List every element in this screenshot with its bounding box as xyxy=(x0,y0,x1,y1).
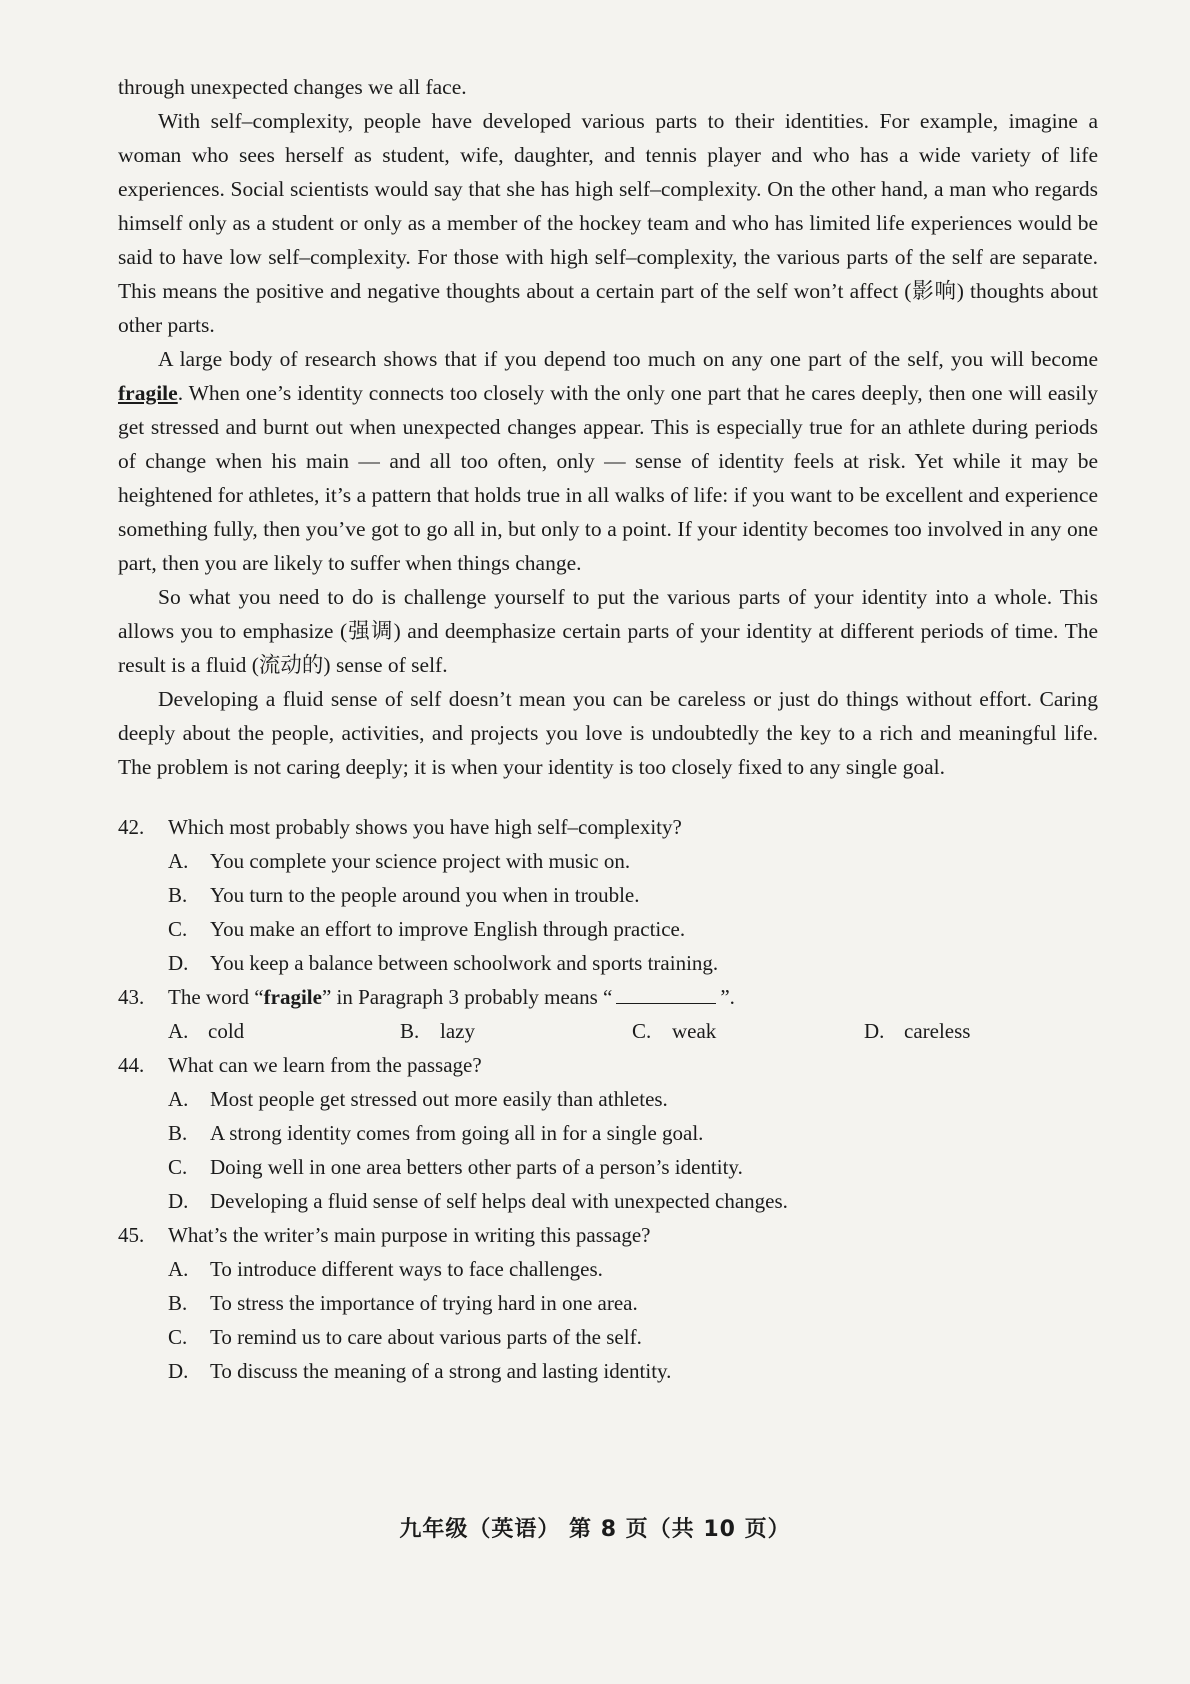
option-letter: C. xyxy=(168,1325,188,1349)
option-c[interactable] xyxy=(118,912,1098,946)
question-stem: What’s the writer’s main purpose in writing this passage? xyxy=(168,1223,651,1247)
option-c[interactable] xyxy=(118,1150,1098,1184)
option-letter: C. xyxy=(168,917,188,941)
page-footer: 九年级（英语） 第 8 页（共 10 页） xyxy=(399,1517,791,1542)
stem-text: ” in Paragraph 3 probably means “ xyxy=(321,985,613,1009)
question-42 xyxy=(118,810,1098,980)
question-43 xyxy=(118,980,1098,1048)
option-text: lazy xyxy=(440,1019,475,1043)
option-text: weak xyxy=(672,1019,717,1043)
question-44 xyxy=(118,1048,1098,1218)
option-letter: B. xyxy=(400,1019,420,1043)
reading-passage xyxy=(118,70,1098,784)
passage-continuation: through unexpected changes we all face. xyxy=(118,75,467,99)
option-letter: A. xyxy=(168,849,189,873)
question-number: 45. xyxy=(118,1223,145,1247)
question-number: 43. xyxy=(118,985,145,1009)
option-letter: B. xyxy=(168,1291,188,1315)
option-letter: B. xyxy=(168,1121,188,1145)
question-45 xyxy=(118,1218,1098,1388)
option-a[interactable] xyxy=(168,1014,400,1048)
option-text: careless xyxy=(904,1019,971,1043)
option-letter: A. xyxy=(168,1087,189,1111)
option-a[interactable] xyxy=(118,1252,1098,1286)
option-a[interactable] xyxy=(118,844,1098,878)
option-letter: A. xyxy=(168,1257,189,1281)
option-text: Developing a fluid sense of self helps deal with unexpected changes. xyxy=(210,1189,788,1213)
option-d[interactable] xyxy=(118,1184,1098,1218)
paragraph-3 xyxy=(118,342,1098,580)
option-text: You keep a balance between schoolwork and sports training. xyxy=(210,951,719,975)
underlined-word-fragile: fragile xyxy=(118,381,178,405)
stem-text: The word “ xyxy=(168,985,264,1009)
option-b[interactable] xyxy=(118,1286,1098,1320)
option-d[interactable] xyxy=(118,946,1098,980)
stem-text: ”. xyxy=(720,985,735,1009)
question-list xyxy=(118,810,1098,1388)
option-letter: B. xyxy=(168,883,188,907)
paragraph-4: So what you need to do is challenge yourself to put the various parts of your identity into a whole. This allows you to emphasize (强调) and deemphasize certain parts of your identity at different periods of time. The result is a fluid (流动的) sense of self. xyxy=(118,585,1098,677)
option-letter: C. xyxy=(632,1019,652,1043)
option-text: You make an effort to improve English through practice. xyxy=(210,917,686,941)
option-c[interactable] xyxy=(118,1320,1098,1354)
answer-blank[interactable] xyxy=(616,981,716,1004)
option-c[interactable] xyxy=(632,1014,864,1048)
option-text: Doing well in one area betters other parts of a person’s identity. xyxy=(210,1155,743,1179)
option-text: To introduce different ways to face challenges. xyxy=(210,1257,603,1281)
options-row xyxy=(118,1014,1098,1048)
question-number: 42. xyxy=(118,815,145,839)
paragraph-5: Developing a fluid sense of self doesn’t mean you can be careless or just do things without effort. Caring deeply about the people, activities, and projects you love is undoubtedly the key to a rich and meaningful life. The problem is not caring deeply; it is when your identity is too closely fixed to any single goal. xyxy=(118,687,1098,779)
option-letter: D. xyxy=(168,1189,189,1213)
option-b[interactable] xyxy=(118,1116,1098,1150)
option-text: cold xyxy=(208,1019,245,1043)
option-text: A strong identity comes from going all in for a single goal. xyxy=(210,1121,704,1145)
question-stem: What can we learn from the passage? xyxy=(168,1053,482,1077)
option-a[interactable] xyxy=(118,1082,1098,1116)
option-letter: D. xyxy=(168,951,189,975)
option-d[interactable] xyxy=(864,1014,1096,1048)
paragraph-2: With self–complexity, people have developed various parts to their identities. For example, imagine a woman who sees herself as student, wife, daughter, and tennis player and who has a wide variety of life experiences. Social scientists would say that she has high self–complexity. On the other hand, a man who regards himself only as a student or only as a member of the hockey team and who has limited life experiences would be said to have low self–complexity. For those with high self–complexity, the various parts of the self are separate. This means the positive and negative thoughts about a certain part of the self won’t affect (影响) thoughts about other parts. xyxy=(118,109,1098,337)
option-letter: D. xyxy=(864,1019,885,1043)
option-d[interactable] xyxy=(118,1354,1098,1388)
stem-keyword: fragile xyxy=(263,985,322,1009)
option-text: You complete your science project with music on. xyxy=(210,849,631,873)
option-letter: C. xyxy=(168,1155,188,1179)
option-text: You turn to the people around you when in trouble. xyxy=(210,883,640,907)
question-stem: Which most probably shows you have high self–complexity? xyxy=(168,815,682,839)
option-text: To discuss the meaning of a strong and lasting identity. xyxy=(210,1359,672,1383)
option-b[interactable] xyxy=(118,878,1098,912)
option-b[interactable] xyxy=(400,1014,632,1048)
question-number: 44. xyxy=(118,1053,145,1077)
paragraph-3-part-1: A large body of research shows that if you depend too much on any one part of the self, you will become xyxy=(158,347,1098,371)
question-stem xyxy=(168,980,735,1014)
paragraph-3-part-2: . When one’s identity connects too closely with the only one part that he cares deeply, then one will easily get stressed and burnt out when unexpected changes appear. This is especially true for an athlete during periods of change when his main — and all too often, only — sense of identity feels at risk. Yet while it may be heightened for athletes, it’s a pattern that holds true in all walks of life: if you want to be excellent and experience something fully, then you’ve got to go all in, but only to a point. If your identity becomes too involved in any one part, then you are likely to suffer when things change. xyxy=(118,381,1098,575)
option-letter: A. xyxy=(168,1019,189,1043)
option-text: To stress the importance of trying hard in one area. xyxy=(210,1291,638,1315)
option-letter: D. xyxy=(168,1359,189,1383)
option-text: To remind us to care about various parts of the self. xyxy=(210,1325,642,1349)
option-text: Most people get stressed out more easily than athletes. xyxy=(210,1087,668,1111)
